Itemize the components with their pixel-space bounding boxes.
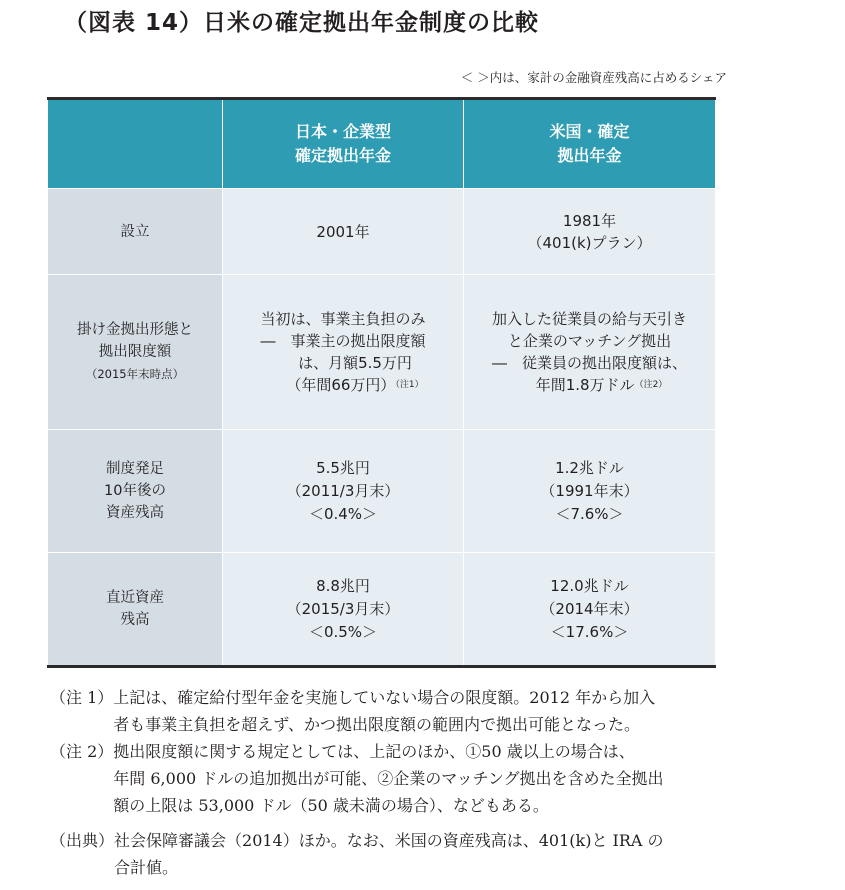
footnotes (50, 684, 840, 881)
row-label-contribution: 掛け金拠出形態と 拠出限度額 （2015年末時点） (48, 275, 223, 430)
figure-title: （図表 14）日米の確定拠出年金制度の比較 (64, 10, 540, 36)
note-2: （注 2） 拠出限度額に関する規定としては、上記のほか、①50 歳以上の場合は、 年間 6,000 ドルの追加拠出が可能、②企業のマッチング拠出を含めた全拠出 額の上限は 53,000 ドル（50 歳未満の場合）、などもある。 (50, 738, 840, 819)
cell-japan-established: 2001年 (223, 189, 464, 275)
source-note: （出典） 社会保障審議会（2014）ほか。なお、米国の資産残高は、401(k)と IRA の 合計値。 (50, 827, 840, 881)
table-header-row (48, 99, 716, 189)
header-japan: 日本・企業型 確定拠出年金 (223, 99, 464, 189)
share-note: ＜ ＞内は、家計の金融資産残高に占めるシェア (460, 70, 727, 85)
cell-japan-contribution: 当初は、事業主負担のみ ― 事業主の拠出限度額 は、月額5.5万円 （年間66万円）$^{(注1)}$ (223, 275, 464, 430)
table-row-contribution (48, 275, 716, 430)
table-row-after10 (48, 430, 716, 553)
note2-ref: （注2） (634, 380, 668, 390)
header-us: 米国・確定 拠出年金 (464, 99, 716, 189)
note-1: （注 1） 上記は、確定給付型年金を実施していない場合の限度額。2012 年から加入 者も事業主負担を超えず、かつ拠出限度額の範囲内で拠出可能となった。 (50, 684, 840, 738)
note-2-tag: （注 2） (50, 742, 114, 761)
table-row-established (48, 189, 716, 275)
source-tag: （出典） (50, 831, 115, 850)
cell-japan-recent: 8.8兆円 （2015/3月末） ＜0.5%＞ (223, 553, 464, 667)
cell-us-contribution: 加入した従業員の給与天引き と企業のマッチング拠出 ― 従業員の拠出限度額は、 年間1.8万ドル$^{(注2)}$ (464, 275, 716, 430)
cell-us-recent: 12.0兆ドル （2014年末） ＜17.6%＞ (464, 553, 716, 667)
note-1-tag: （注 1） (50, 688, 114, 707)
row-label-recent: 直近資産 残高 (48, 553, 223, 667)
table-row-recent (48, 553, 716, 667)
row-label-established: 設立 (48, 189, 223, 275)
cell-japan-after10: 5.5兆円 （2011/3月末） ＜0.4%＞ (223, 430, 464, 553)
row-label-after10: 制度発足 10年後の 資産残高 (48, 430, 223, 553)
header-corner (48, 99, 223, 189)
comparison-table (47, 97, 716, 668)
cell-us-established: 1981年 （401(k)プラン） (464, 189, 716, 275)
note1-ref: （注1） (395, 380, 424, 390)
cell-us-after10: 1.2兆ドル （1991年末） ＜7.6%＞ (464, 430, 716, 553)
